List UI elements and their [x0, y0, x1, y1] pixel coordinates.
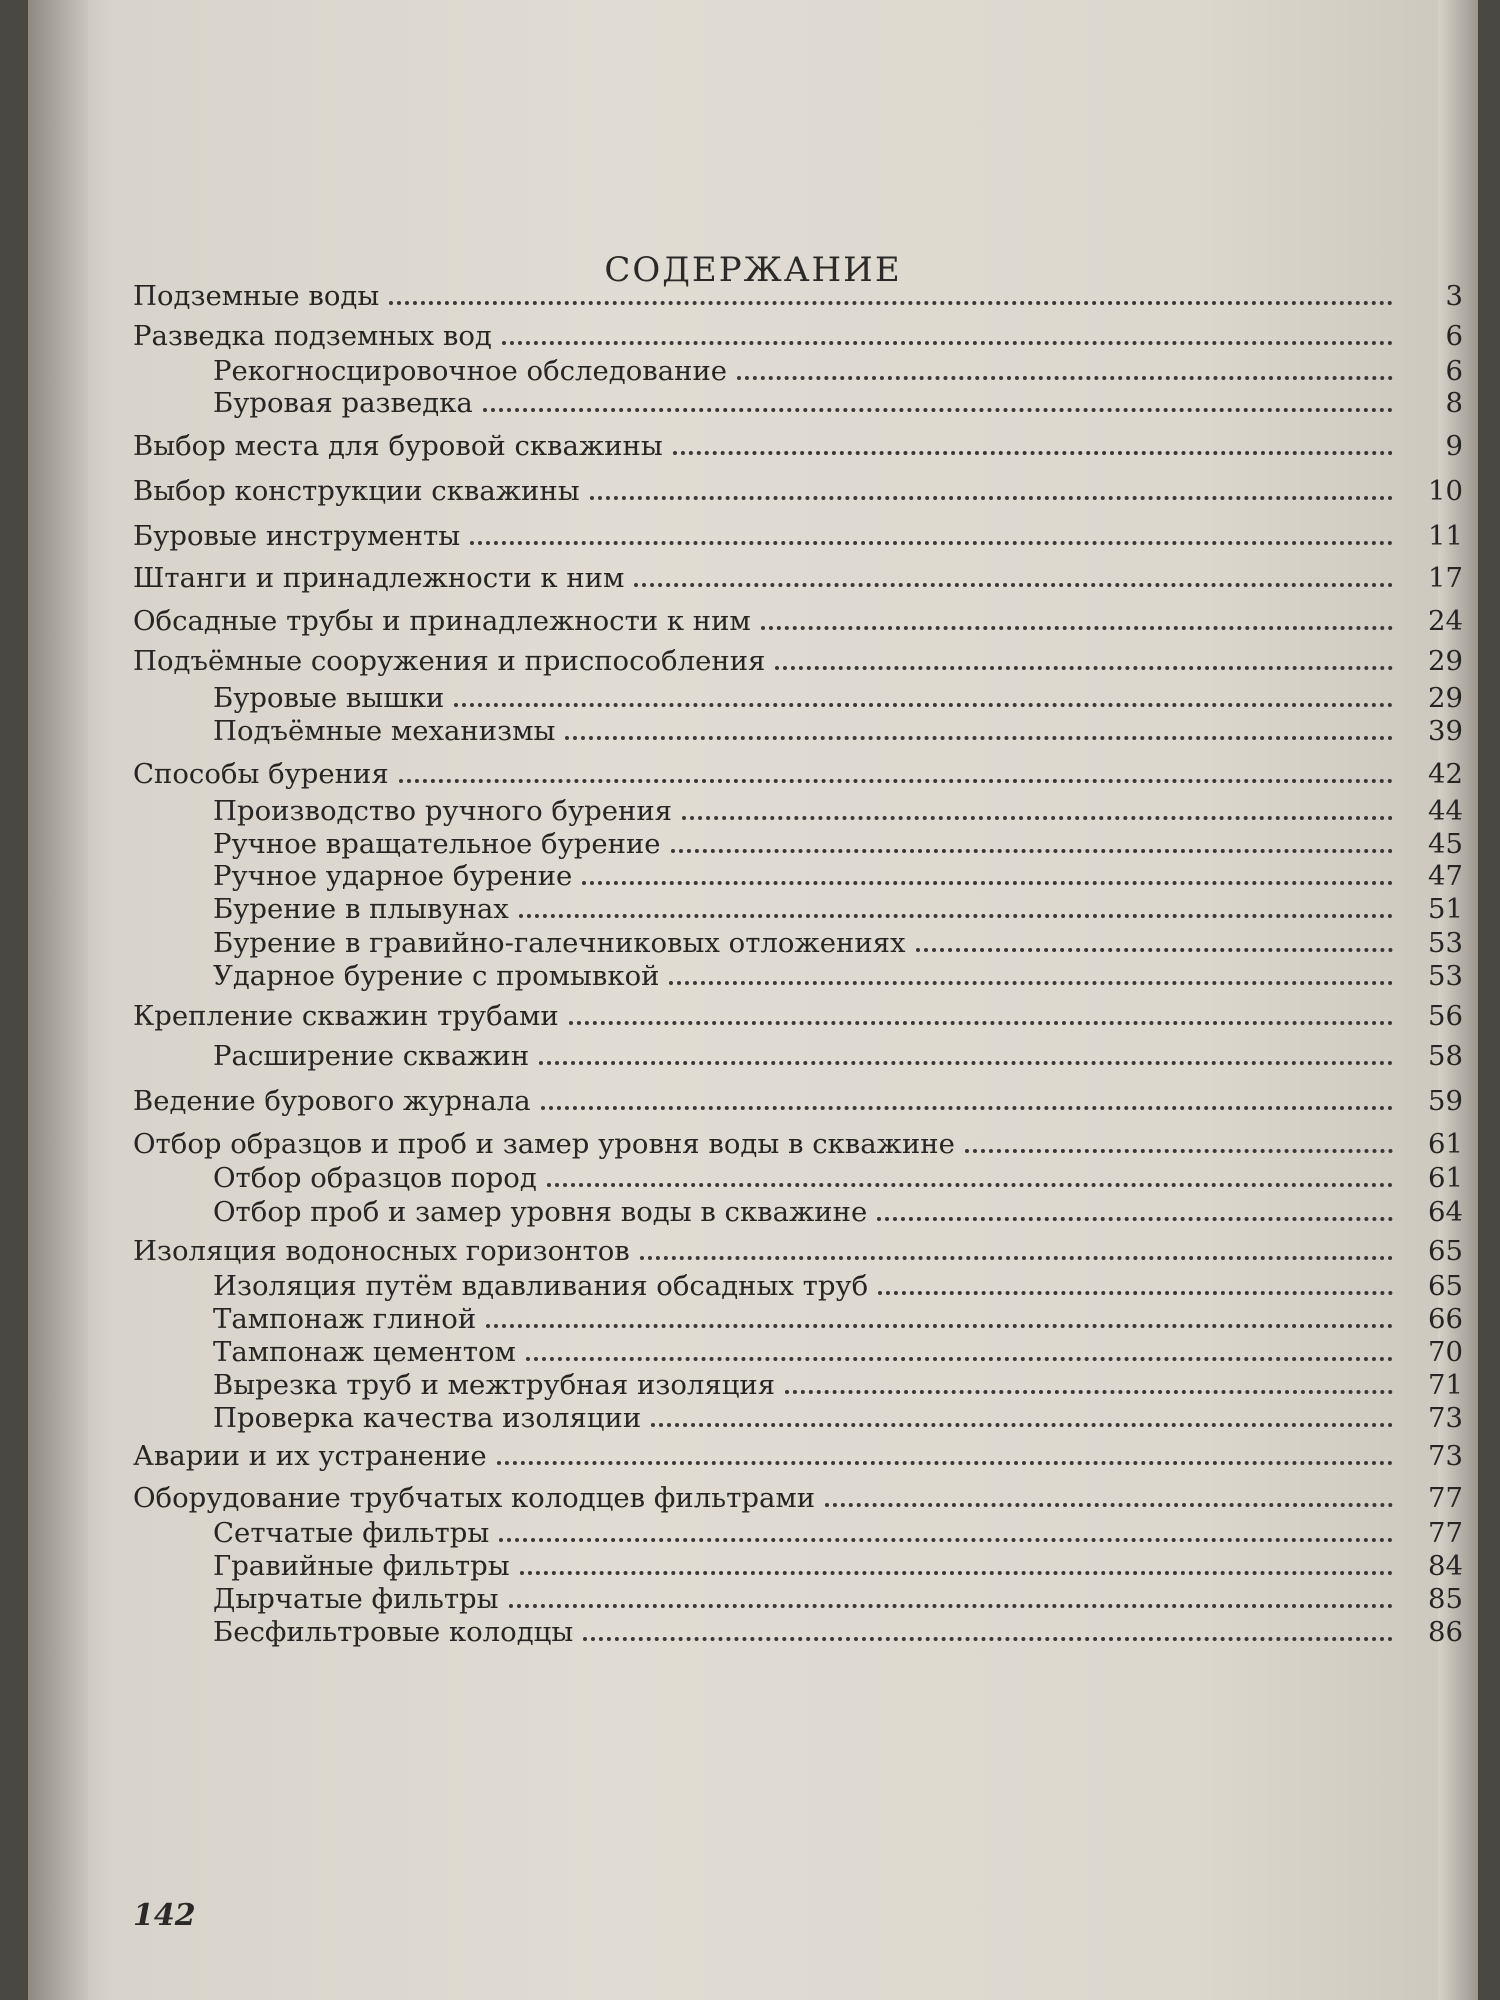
- toc-entry-label: Отбор образцов и проб и замер уровня воды в скважине: [133, 1128, 955, 1160]
- leader-dots: [547, 1167, 1393, 1187]
- toc-entry-page: 11: [1428, 520, 1463, 552]
- toc-heading: СОДЕРЖАНИЕ: [604, 250, 902, 290]
- toc-entry-page: 6: [1445, 355, 1463, 387]
- toc-entry-page: 53: [1428, 927, 1463, 959]
- leader-dots: [519, 898, 1393, 918]
- toc-entry-page: 17: [1428, 562, 1463, 594]
- toc-entry-label: Подъёмные сооружения и приспособления: [133, 645, 766, 677]
- toc-entry: [213, 1583, 1463, 1619]
- toc-entry-page: 47: [1428, 860, 1463, 892]
- toc-entry: [213, 1616, 1463, 1652]
- toc-entry-page: 71: [1428, 1369, 1463, 1401]
- book-page: [28, 0, 1478, 2000]
- toc-entry-page: 64: [1428, 1196, 1463, 1228]
- toc-entry-label: Способы бурения: [133, 758, 389, 790]
- leader-dots: [399, 763, 1393, 783]
- toc-entry-label: Проверка качества изоляции: [213, 1402, 642, 1434]
- leader-dots: [682, 800, 1393, 820]
- toc-entry: [133, 520, 1463, 556]
- leader-dots: [569, 1005, 1393, 1025]
- toc-entry-page: 29: [1428, 645, 1463, 677]
- toc-entry: [213, 355, 1463, 391]
- toc-entry-label: Расширение скважин: [213, 1040, 530, 1072]
- leader-dots: [497, 1445, 1393, 1465]
- leader-dots: [541, 1090, 1393, 1110]
- toc-entry-label: Отбор образцов пород: [213, 1162, 537, 1194]
- toc-entry-page: 65: [1428, 1270, 1463, 1302]
- toc-entry: [213, 1550, 1463, 1586]
- toc-entry-label: Выбор места для буровой скважины: [133, 430, 663, 462]
- toc-entry-label: Разведка подземных вод: [133, 320, 492, 352]
- toc-entry-label: Бурение в гравийно-галечниковых отложениях: [213, 927, 906, 959]
- toc-entry-label: Ведение бурового журнала: [133, 1085, 531, 1117]
- toc-entry: [213, 1402, 1463, 1438]
- leader-dots: [389, 285, 1393, 305]
- toc-entry: [213, 387, 1463, 423]
- leader-dots: [877, 1201, 1393, 1221]
- toc-entry: [213, 1517, 1463, 1553]
- leader-dots: [520, 1555, 1393, 1575]
- leader-dots: [785, 1374, 1393, 1394]
- leader-dots: [673, 435, 1393, 455]
- leader-dots: [454, 687, 1393, 707]
- toc-entry-page: 3: [1445, 280, 1463, 312]
- toc-entry-label: Бурение в плывунах: [213, 893, 509, 925]
- toc-entry-label: Оборудование трубчатых колодцев фильтрами: [133, 1482, 816, 1514]
- toc-entry: [133, 1440, 1463, 1476]
- toc-entry: [213, 715, 1463, 751]
- toc-entry: [133, 645, 1463, 681]
- toc-entry-label: Подземные воды: [133, 280, 380, 312]
- toc-entry-label: Тампонаж глиной: [213, 1303, 477, 1335]
- toc-entry-page: 10: [1428, 475, 1463, 507]
- leader-dots: [486, 1308, 1393, 1328]
- toc-entry-label: Ручное ударное бурение: [213, 860, 573, 892]
- toc-entry: [133, 320, 1463, 356]
- toc-entry-label: Ударное бурение с промывкой: [213, 960, 660, 992]
- toc-entry-page: 39: [1428, 715, 1463, 747]
- leader-dots: [634, 567, 1393, 587]
- leader-dots: [640, 1240, 1393, 1260]
- toc-entry-label: Бесфильтровые колодцы: [213, 1616, 574, 1648]
- leader-dots: [965, 1133, 1393, 1153]
- toc-entry: [133, 562, 1463, 598]
- toc-entry: [133, 475, 1463, 511]
- leader-dots: [916, 932, 1393, 952]
- toc-entry-page: 77: [1428, 1482, 1463, 1514]
- toc-entry-page: 24: [1428, 605, 1463, 637]
- toc-entry: [133, 1000, 1463, 1036]
- toc-entry-page: 65: [1428, 1235, 1463, 1267]
- table-of-contents: [28, 0, 1478, 2000]
- toc-entry-label: Сетчатые фильтры: [213, 1517, 490, 1549]
- toc-entry: [133, 605, 1463, 641]
- toc-entry-label: Штанги и принадлежности к ним: [133, 562, 625, 594]
- toc-entry-page: 66: [1428, 1303, 1463, 1335]
- toc-entry-page: 86: [1428, 1616, 1463, 1648]
- leader-dots: [583, 1621, 1393, 1641]
- toc-entry-label: Производство ручного бурения: [213, 795, 673, 827]
- leader-dots: [502, 325, 1393, 345]
- toc-entry: [213, 682, 1463, 718]
- toc-entry-page: 29: [1428, 682, 1463, 714]
- toc-entry: [133, 758, 1463, 794]
- toc-entry-label: Подъёмные механизмы: [213, 715, 556, 747]
- leader-dots: [509, 1588, 1393, 1608]
- toc-entry-label: Буровая разведка: [213, 387, 473, 419]
- leader-dots: [539, 1045, 1393, 1065]
- leader-dots: [470, 525, 1393, 545]
- toc-entry-page: 61: [1428, 1162, 1463, 1194]
- leader-dots: [775, 650, 1393, 670]
- toc-entry-page: 42: [1428, 758, 1463, 790]
- leader-dots: [671, 833, 1393, 853]
- toc-entry-label: Изоляция путём вдавливания обсадных труб: [213, 1270, 869, 1302]
- toc-entry-label: Буровые инструменты: [133, 520, 461, 552]
- toc-entry: [213, 860, 1463, 896]
- toc-entry: [213, 828, 1463, 864]
- toc-entry: [213, 1196, 1463, 1232]
- toc-entry-label: Выбор конструкции скважины: [133, 475, 580, 507]
- toc-entry: [213, 1336, 1463, 1372]
- toc-entry-page: 45: [1428, 828, 1463, 860]
- leader-dots: [582, 865, 1393, 885]
- leader-dots: [526, 1341, 1393, 1361]
- toc-entry-page: 8: [1445, 387, 1463, 419]
- toc-entry-label: Аварии и их устранение: [133, 1440, 487, 1472]
- leader-dots: [878, 1275, 1393, 1295]
- toc-entry-page: 61: [1428, 1128, 1463, 1160]
- toc-entry: [133, 430, 1463, 466]
- leader-dots: [565, 720, 1393, 740]
- toc-entry-label: Ручное вращательное бурение: [213, 828, 661, 860]
- toc-entry-page: 73: [1428, 1440, 1463, 1472]
- toc-entry: [133, 1482, 1463, 1518]
- toc-entry-label: Вырезка труб и межтрубная изоляция: [213, 1369, 776, 1401]
- toc-entry: [213, 1040, 1463, 1076]
- leader-dots: [499, 1522, 1393, 1542]
- toc-entry-page: 44: [1428, 795, 1463, 827]
- toc-entry-label: Дырчатые фильтры: [213, 1583, 499, 1615]
- toc-entry-page: 58: [1428, 1040, 1463, 1072]
- toc-entry-page: 73: [1428, 1402, 1463, 1434]
- toc-entry: [213, 927, 1463, 963]
- toc-entry-label: Гравийные фильтры: [213, 1550, 510, 1582]
- toc-entry-page: 59: [1428, 1085, 1463, 1117]
- toc-entry: [213, 795, 1463, 831]
- toc-entry-page: 9: [1445, 430, 1463, 462]
- toc-entry: [213, 960, 1463, 996]
- toc-entry-page: 85: [1428, 1583, 1463, 1615]
- leader-dots: [825, 1487, 1393, 1507]
- toc-entry-label: Рекогносцировочное обследование: [213, 355, 728, 387]
- toc-entry: [213, 1270, 1463, 1306]
- toc-entry-page: 51: [1428, 893, 1463, 925]
- toc-entry: [133, 1128, 1463, 1164]
- leader-dots: [737, 360, 1393, 380]
- toc-entry-label: Изоляция водоносных горизонтов: [133, 1235, 630, 1267]
- toc-entry: [213, 1303, 1463, 1339]
- toc-entry-page: 56: [1428, 1000, 1463, 1032]
- toc-entry-page: 84: [1428, 1550, 1463, 1582]
- leader-dots: [590, 480, 1393, 500]
- toc-entry-label: Тампонаж цементом: [213, 1336, 516, 1368]
- toc-entry: [213, 1369, 1463, 1405]
- leader-dots: [483, 392, 1393, 412]
- toc-entry-page: 53: [1428, 960, 1463, 992]
- toc-entry-label: Отбор проб и замер уровня воды в скважине: [213, 1196, 868, 1228]
- toc-entry-page: 70: [1428, 1336, 1463, 1368]
- toc-entry-label: Крепление скважин трубами: [133, 1000, 559, 1032]
- toc-entry: [133, 280, 1463, 316]
- toc-entry: [213, 893, 1463, 929]
- toc-entry: [133, 1085, 1463, 1121]
- toc-entry-label: Обсадные трубы и принадлежности к ним: [133, 605, 751, 637]
- leader-dots: [669, 965, 1393, 985]
- leader-dots: [651, 1407, 1393, 1427]
- leader-dots: [761, 610, 1393, 630]
- toc-entry: [213, 1162, 1463, 1198]
- toc-entry-page: 77: [1428, 1517, 1463, 1549]
- toc-entry-label: Буровые вышки: [213, 682, 445, 714]
- toc-entry: [133, 1235, 1463, 1271]
- toc-entry-page: 6: [1445, 320, 1463, 352]
- page-number: 142: [133, 1898, 196, 1933]
